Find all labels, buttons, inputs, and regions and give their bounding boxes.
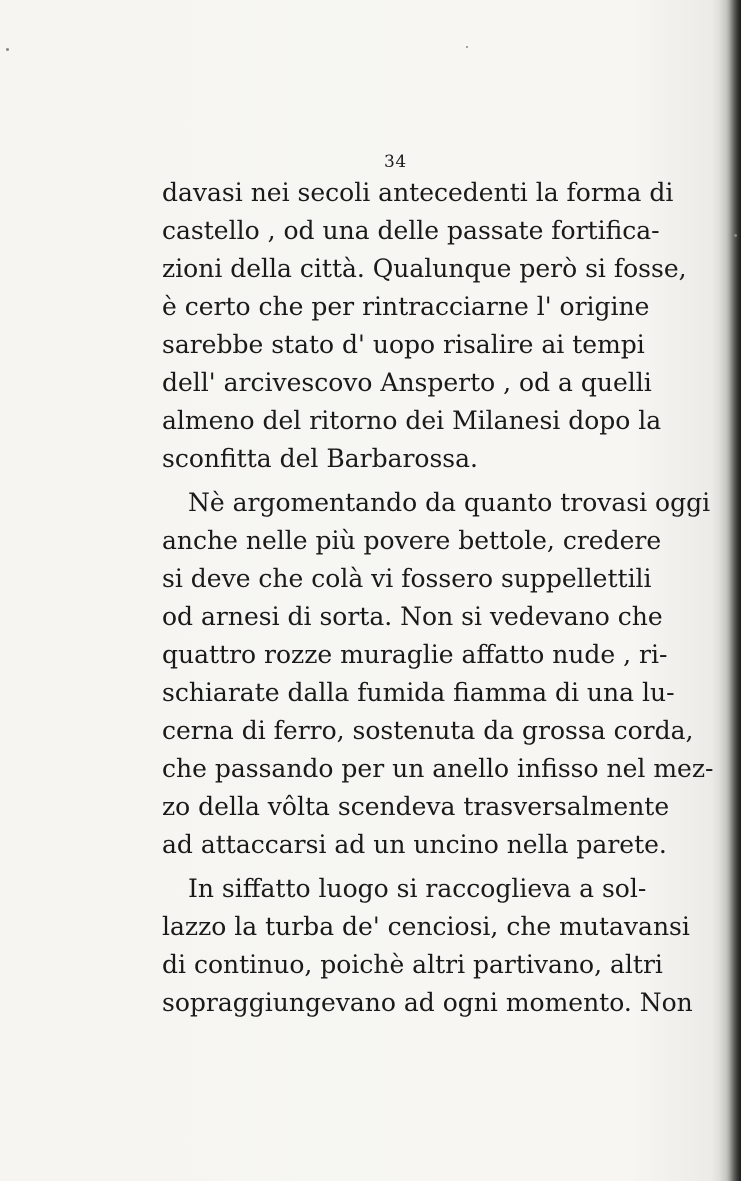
text-line: ad attaccarsi ad un uncino nella parete. [162,830,667,859]
text-line: schiarate dalla fumida fiamma di una lu- [162,678,675,707]
text-line: cerna di ferro, sostenuta da grossa corda, [162,716,694,745]
paper-speck [734,234,737,237]
text-line: davasi nei secoli antecedenti la forma di [162,178,674,207]
paragraph-2 [162,484,714,864]
text-line: In siffatto luogo si raccoglieva a sol- [188,874,647,903]
text-line: è certo che per rintracciarne l' origine [162,292,650,321]
text-line: od arnesi di sorta. Non si vedevano che [162,602,663,631]
text-line: zioni della città. Qualunque però si fosse, [162,254,687,283]
paper-speck [6,48,9,51]
paragraph-3 [162,870,693,1022]
text-line: sarebbe stato d' uopo risalire ai tempi [162,330,645,359]
text-line: almeno del ritorno dei Milanesi dopo la [162,406,662,435]
page-number: 34 [384,152,407,172]
text-line: quattro rozze muraglie affatto nude , ri- [162,640,668,669]
page-edge-shadow [719,0,741,1181]
text-line: sopraggiungevano ad ogni momento. Non [162,988,693,1017]
text-line: di continuo, poichè altri partivano, altri [162,950,663,979]
text-line: anche nelle più povere bettole, credere [162,526,662,555]
text-line: sconfitta del Barbarossa. [162,444,478,473]
text-line: zo della vôlta scendeva trasversalmente [162,792,670,821]
text-line: che passando per un anello infisso nel mez- [162,754,714,783]
text-line: lazzo la turba de' cenciosi, che mutavansi [162,912,690,941]
text-line: si deve che colà vi fossero suppellettili [162,564,652,593]
paragraph-1 [162,174,687,478]
body-text [162,174,714,1028]
text-line: castello , od una delle passate fortifica- [162,216,660,245]
paper-speck [466,46,468,48]
text-line: Nè argomentando da quanto trovasi oggi [188,488,711,517]
text-line: dell' arcivescovo Ansperto , od a quelli [162,368,652,397]
